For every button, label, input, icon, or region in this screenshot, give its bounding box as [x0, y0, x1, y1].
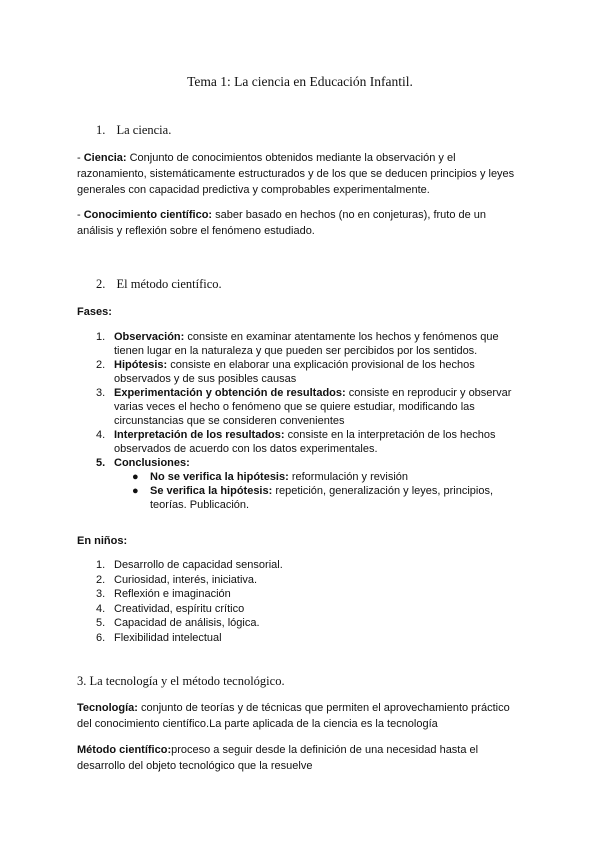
section-number: 1. — [96, 123, 106, 137]
list-item: 2. Curiosidad, interés, iniciativa. — [96, 573, 258, 586]
section-3-heading: 3. La tecnología y el método tecnológico. — [77, 674, 285, 688]
bullet-icon: ● — [132, 485, 139, 497]
definition-text: proceso a seguir desde la definición de una necesidad hasta el desarrollo del objeto tecnológico que la resuelve — [77, 744, 479, 772]
list-item: 1. Desarrollo de capacidad sensorial. — [96, 559, 283, 571]
list-item: 4. Interpretación de los resultados: consiste en la interpretación de los hechos observados de acuerdo con los datos experimentales. — [96, 429, 496, 455]
definition-ciencia: - Ciencia: Conjunto de conocimientos obtenidos mediante la observación y el razonamiento, sistemáticamente estructurados y de los que se deducen principios y leyes generales con capacidad predictiva y comprobables experimentalmente. — [77, 152, 515, 196]
phases-label: Fases: — [77, 306, 112, 318]
bullet-item: ● Se verifica la hipótesis: repetición, generalización y leyes, principios, teorías. Publicación. — [132, 485, 494, 511]
bullet-icon: ● — [132, 471, 139, 483]
list-item: 5. Capacidad de análisis, lógica. — [96, 617, 260, 629]
definition-text: conjunto de teorías y de técnicas que permiten el aprovechamiento práctico del conocimiento científico.La parte aplicada de la ciencia es la tecnología — [77, 702, 510, 730]
definition-text: Conjunto de conocimientos obtenidos mediante la observación y el razonamiento, sistemáticamente estructurados y de los que se deducen principios y leyes generales con capacidad predictiva y comprobables experimentalmente. — [77, 152, 515, 196]
section-title: El método científico. — [116, 277, 222, 291]
definition-term: Tecnología: — [77, 702, 138, 714]
bullet-item: ● No se verifica la hipótesis: reformulación y revisión — [132, 471, 408, 483]
list-item: 1. Observación: consiste en examinar atentamente los hechos y fenómenos que tienen lugar en la naturaleza y que pueden ser percibidos por los sentidos. — [96, 331, 499, 357]
list-item: 5. Conclusiones: — [96, 457, 190, 469]
list-item: 3. Experimentación y obtención de resultados: consiste en reproducir y observar varias veces el hecho o fenómeno que se quiere estudiar, modificando las circunstancias que se consideren convenientes — [96, 387, 512, 427]
section-1-heading — [96, 123, 171, 138]
list-item: 6. Flexibilidad intelectual — [96, 631, 222, 644]
children-list — [96, 558, 496, 645]
section-number: 2. — [96, 277, 106, 291]
children-label: En niños: — [77, 535, 128, 547]
definition-term: Método científico: — [77, 744, 172, 756]
definition-conocimiento: - Conocimiento científico: saber basado en hechos (no en conjeturas), fruto de un análisis y reflexión sobre el fenómeno estudiado. — [77, 209, 487, 237]
phases-list — [96, 330, 526, 512]
definition-term: Ciencia: — [83, 152, 127, 164]
definition-term: Conocimiento científico: — [83, 209, 213, 221]
list-item: 2. Hipótesis: consiste en elaborar una explicación provisional de los hechos observados y de sus posibles causas — [96, 359, 475, 385]
document-title: Tema 1: La ciencia en Educación Infantil. — [187, 74, 413, 89]
section-2-heading — [96, 277, 222, 292]
section-title: La ciencia. — [116, 123, 172, 137]
definition-tecnologia — [77, 700, 525, 732]
list-item: 4. Creatividad, espíritu crítico — [96, 602, 245, 615]
definition-text: saber basado en hechos (no en conjeturas), fruto de un análisis y reflexión sobre el fenómeno estudiado. — [77, 209, 487, 237]
definition-metodo — [77, 742, 525, 774]
list-item: 3. Reflexión e imaginación — [96, 588, 231, 600]
